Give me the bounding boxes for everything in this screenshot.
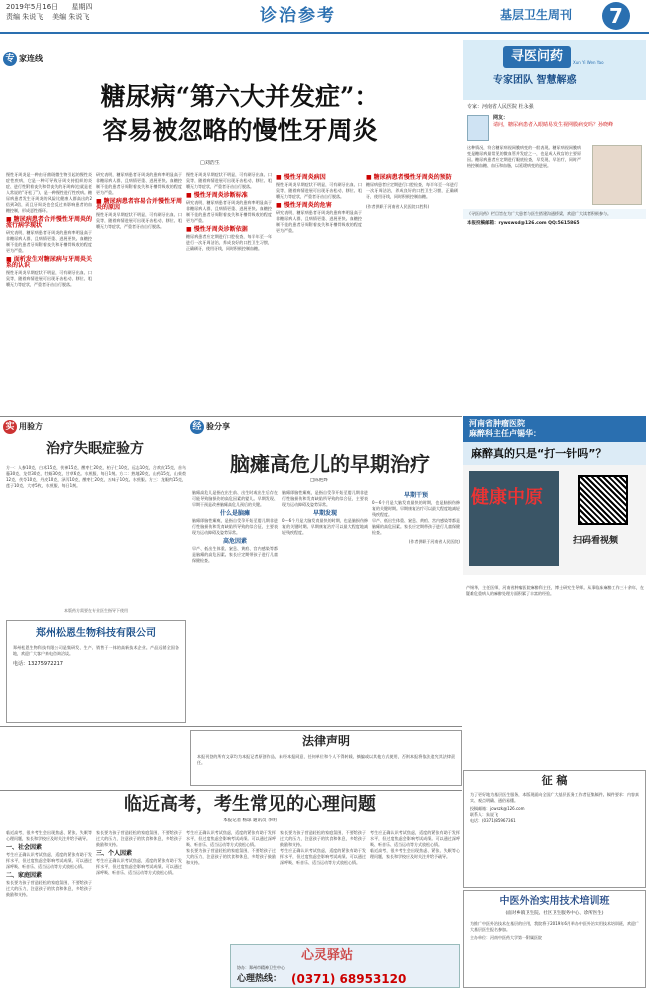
child-para-4: 脑瘫即脑性瘫痪，是指自受孕开始至婴儿期非进行性脑损伤和发育缺陷所导致的综合征，主要表现为运动障碍及姿势异常。 <box>282 490 368 507</box>
exam-para-9: 考生应正确认识考试焦虑，适度的紧张有助于发挥水平，但过度焦虑会影响考试成绩。可以通过深呼吸、听音乐、适当运动等方式放松心情。 <box>280 848 366 865</box>
exam-para-3: 家长要为孩子营造轻松的家庭氛围，不要给孩子过大的压力，注意孩子的饮食和休息，多给孩子鼓励和支持。 <box>6 880 92 897</box>
qa-host: 专家：河南省人民医院 杜永强 <box>467 104 534 110</box>
qa-slogan: 专家团队 智慧解惑 <box>493 75 577 86</box>
main-sub-2: ■ 面析发生对糖尿病与牙周炎关系的认识 <box>6 256 92 269</box>
hotline-name: 心灵驿站 <box>301 948 354 963</box>
legal-notice-title: 法律声明 <box>301 734 350 748</box>
header-meta <box>6 2 93 22</box>
main-col-5 <box>366 172 458 412</box>
child-sub-4: 早期干预 <box>403 492 428 499</box>
main-para-8: 糖尿病患者应定期进行口腔检查，每半年至一年进行一次牙周洁治，养成良好的口腔卫生习惯，正确刷牙，使用牙线，同时积极控制血糖。 <box>186 234 272 251</box>
main-para-5: 慢性牙周炎早期症状不明显，可有刷牙出血、口臭等，随着病情进展可出现牙齿松动、移位、咀嚼无力等症状，严重者牙齿自行脱落。 <box>96 212 182 229</box>
child-col-3 <box>372 490 460 720</box>
recruit-email: 投稿邮箱：jcwszk@126.com <box>470 806 525 812</box>
qa-netizen-label: 网友： <box>493 115 509 121</box>
main-byline: □刘浩生 <box>200 160 220 166</box>
qr-code-icon[interactable] <box>578 475 628 525</box>
qa-brand: 寻医问药 <box>503 46 571 68</box>
hospital-dept: 麻醉科主任卢锡华： <box>469 429 541 438</box>
company-ad <box>6 620 186 723</box>
main-para-3: 慢性牙周炎早期症状不明显，可有刷牙出血、口臭等，随着病情进展可出现牙齿松动、移位、咀嚼无力等症状，严重者牙齿自行脱落。 <box>6 270 92 287</box>
training-box <box>463 890 646 988</box>
exam-sub-1: 一、社会因素 <box>6 844 43 851</box>
child-note: (作者供职于河南省人民医院) <box>408 539 460 544</box>
main-sub-3: ■ 糖尿病患者容易合并慢性牙周炎的原因 <box>96 198 182 211</box>
child-sub-3: 早期发现 <box>312 510 337 517</box>
main-sub-8: ■ 糖尿病患者慢性牙周炎的预防 <box>366 174 452 181</box>
hotline-text: 心理热线： <box>237 974 283 984</box>
qa-contact: 本报投稿邮箱：rywswsd@126.com QQ:5615865 <box>467 221 580 226</box>
child-para-2: 脑瘫即脑性瘫痪，是指自受孕开始至婴儿期非进行性脑损伤和发育缺陷所导致的综合征，主要表现为运动障碍及姿势异常。 <box>192 518 278 535</box>
main-sub-1: ■ 糖尿病患者合并慢性牙周炎的流行病学现状 <box>6 216 92 229</box>
exam-intro: 临近高考，很多考生会出现焦虑、紧张、失眠等心理问题，家长和学校应及时关注并给予疏导。 <box>6 830 92 841</box>
child-para-3: 早产、低出生体重、窒息、黄疸、宫内感染等都是脑瘫的高危因素。家长应定期带孩子进行儿童保健检查。 <box>192 546 278 563</box>
insomnia-body: 方一：人参10克，白术15克，茯神15克，酸枣仁20克，柏子仁10克，远志10克，合欢皮15克，首乌藤30克，龙骨30克，牡蛎30克，甘草6克。水煎服，每日1剂。方二：熟地20克，山药15克，山茱萸12克，茯苓10克，丹皮10克，泽泻10克，酸枣仁20克，五味子10克。水煎服。方三：龙眼肉15克，莲子10克，大枣5枚，水煎服，每日1剂。 <box>6 465 186 488</box>
exam-sub-2: 二、家庭因素 <box>6 872 43 879</box>
main-para-10: 研究表明，糖尿病患者牙周炎的患病率明显高于非糖尿病人群，且病情更重、进展更快。血糖控制不佳的患者牙周附着丧失和牙槽骨吸收的程度更为严重。 <box>276 210 362 233</box>
exam-para-8: 家长要为孩子营造轻松的家庭氛围，不要给孩子过大的压力，注意孩子的饮食和休息，多给孩子鼓励和支持。 <box>280 830 366 847</box>
qa-answer: 这种情况，符合糖尿病视网膜病变的一般表现。糖尿病视网膜病变是糖尿病最常见的微血管并发症之一，也是成人致盲的主要原因。糖尿病患者应定期进行眼底检查，早发现、早治疗，同时严格控制血糖、血压和血脂，以延缓病变的进展。 <box>467 145 581 168</box>
page-header <box>0 0 649 34</box>
exam-para-10: 考生应正确认识考试焦虑，适度的紧张有助于发挥水平，但过度焦虑会影响考试成绩。可以通过深呼吸、听音乐、适当运动等方式放松心情。 <box>370 830 460 847</box>
hospital-feature <box>463 416 646 581</box>
practical-tag <box>3 420 43 434</box>
recruit-title: 征 稿 <box>541 774 568 787</box>
legal-notice-body: 本报刊登的所有文章均为本报记者原创作品，未经本报同意，任何单位和个人不得转载、摘编或以其他方式使用，否则本报将依法追究其法律责任。 <box>197 753 455 765</box>
exam-sub-3: 三、个人因素 <box>96 850 133 857</box>
hotline-banner <box>230 944 460 988</box>
main-col-3 <box>186 172 272 412</box>
child-para-7: 早产、低出生体重、窒息、黄疸、宫内感染等都是脑瘫的高危因素。家长应定期带孩子进行儿童保健检查。 <box>372 518 460 535</box>
qa-note: 《寻医问药》栏目旨在为广大患者与医生搭建沟通桥梁，欢迎广大读者积极参与。 <box>463 209 646 219</box>
hotline-org: 协办：郑州市精神卫生中心 <box>237 965 285 970</box>
expert-photo <box>592 145 642 205</box>
headline-line1: 糖尿病“第六大并发症”： <box>100 82 380 111</box>
exam-para-5: 考生应正确认识考试焦虑，适度的紧张有助于发挥水平，但过度焦虑会影响考试成绩。可以通过深呼吸、听音乐、适当运动等方式放松心情。 <box>96 858 182 875</box>
hospital-intro: 卢锡华，主任医师，河南省肿瘤医院麻醉科主任，博士研究生导师。从事临床麻醉工作三十余年，在疑难危重病人的麻醉处理方面积累了丰富的经验。 <box>466 585 644 596</box>
training-body: 为推广中医外治技术在基层的应用，我院将于2019年6月举办中医外治实用技术培训班，欢迎广大基层医生报名参加。 <box>470 921 639 933</box>
ad-phone: 电话：13275972217 <box>13 661 63 667</box>
hospital-slogan: 健康中原 <box>471 487 543 509</box>
main-para-2: 研究表明，糖尿病患者牙周炎的患病率明显高于非糖尿病人群，且病情更重、进展更快。血糖控制不佳的患者牙周附着丧失和牙槽骨吸收的程度更为严重。 <box>6 230 92 253</box>
child-col-2 <box>282 490 368 720</box>
recruit-tel: 电话：(0371)85967361 <box>470 818 516 824</box>
scan-label: 扫码看视频 <box>573 536 619 547</box>
exam-col-1 <box>6 830 92 990</box>
exam-title: 临近高考，考生常见的心理问题 <box>124 794 376 815</box>
child-para-5: 0～6个月是大脑发育最快的时期，也是脑损伤修复的关键时期。早期康复治疗可以最大程度地减轻残疾程度。 <box>282 518 368 535</box>
qa-question-block <box>493 115 613 141</box>
exam-para-11: 临近高考，很多考生会出现焦虑、紧张、失眠等心理问题，家长和学校应及时关注并给予疏导。 <box>370 848 460 859</box>
training-subtitle: (面对乡镇卫生院、社区卫生服务中心、诊所医生) <box>505 911 604 916</box>
main-col-1 <box>6 172 92 412</box>
practical-tag-icon: 实 <box>3 420 17 434</box>
page-number: 7 <box>602 2 630 30</box>
designer: 美编 朱说飞 <box>52 13 90 21</box>
main-headline <box>20 80 460 160</box>
main-col-4 <box>276 172 362 412</box>
child-col-1 <box>192 490 278 720</box>
hotline-phone: (0371) 68953120 <box>291 972 407 986</box>
recruit-body: 为了更好地为基层医生服务，本版现面向全国广大基层医务工作者征集稿件。稿件要求：内容真实、观点明确、通俗易懂。 <box>470 792 639 804</box>
exam-col-2 <box>96 830 182 990</box>
main-para-11: 糖尿病患者应定期进行口腔检查，每半年至一年进行一次牙周洁治，养成良好的口腔卫生习惯，正确刷牙，使用牙线，同时积极控制血糖。 <box>366 182 458 199</box>
issue-date: 2019年5月16日 <box>6 3 59 11</box>
netizen-avatar <box>467 115 489 141</box>
experience-tag-icon: 经 <box>190 420 204 434</box>
child-para-6: 0～6个月是大脑发育最快的时期，也是脑损伤修复的关键时期。早期康复治疗可以最大程度地减轻残疾程度。 <box>372 500 460 517</box>
hospital-header <box>463 416 646 442</box>
exam-para-6: 考生应正确认识考试焦虑，适度的紧张有助于发挥水平，但过度焦虑会影响考试成绩。可以通过深呼吸、听音乐、适当运动等方式放松心情。 <box>186 830 276 847</box>
ad-body: 郑州松恩生物科技有限公司是集研发、生产、销售于一体的高新技术企业。产品远销全国各地，欢迎广大客户来电咨询洽谈。 <box>13 645 179 656</box>
hospital-title: 麻醉真的只是“打一针吗”？ <box>463 442 646 465</box>
ad-company-name: 郑州松恩生物科技有限公司 <box>36 628 156 639</box>
child-sub-1: 什么是脑瘫 <box>219 510 250 517</box>
child-sub-2: 高危因素 <box>222 538 247 545</box>
main-para-9: 慢性牙周炎早期症状不明显，可有刷牙出血、口臭等，随着病情进展可出现牙齿松动、移位、咀嚼无力等症状，严重者牙齿自行脱落。 <box>276 182 362 199</box>
exam-para-4: 家长要为孩子营造轻松的家庭氛围，不要给孩子过大的压力，注意孩子的饮食和休息，多给孩子鼓励和支持。 <box>96 830 182 847</box>
experience-tag <box>190 420 230 434</box>
expert-tag-icon: 专 <box>3 52 17 66</box>
exam-col-5 <box>370 830 460 942</box>
qa-question: 请问，糖尿病患者入眼睛易发生视网膜病变吗？孙晓峰 <box>493 122 614 128</box>
insomnia-note: 本版药方需要在专业医生指导下使用 <box>64 608 128 613</box>
main-sub-6: ■ 慢性牙周炎病因 <box>276 174 326 181</box>
exam-para-7: 家长要为孩子营造轻松的家庭氛围，不要给孩子过大的压力，注意孩子的饮食和休息，多给孩子鼓励和支持。 <box>186 848 276 865</box>
headline-line2: 容易被忽略的慢性牙周炎 <box>102 116 378 145</box>
training-host: 主办单位：河南中医药大学第一附属医院 <box>470 935 542 941</box>
editor: 责编 朱说飞 <box>6 13 44 21</box>
exam-para-2: 考生应正确认识考试焦虑，适度的紧张有助于发挥水平，但过度焦虑会影响考试成绩。可以通过深呼吸、听音乐、适当运动等方式放松心情。 <box>6 852 92 869</box>
publication-name: 基层卫生周刊 <box>500 8 573 22</box>
main-para-6: 慢性牙周炎早期症状不明显，可有刷牙出血、口臭等，随着病情进展可出现牙齿松动、移位、咀嚼无力等症状，严重者牙齿自行脱落。 <box>186 172 272 189</box>
recruit-box <box>463 770 646 888</box>
expert-tag-label: 家连线 <box>19 54 43 64</box>
child-byline: □陈艳烨 <box>310 478 328 483</box>
practical-tag-label: 用验方 <box>19 422 43 432</box>
qa-column <box>463 40 646 370</box>
main-para-7: 研究表明，糖尿病患者牙周炎的患病率明显高于非糖尿病人群，且病情更重、进展更快。血糖控制不佳的患者牙周附着丧失和牙槽骨吸收的程度更为严重。 <box>186 200 272 223</box>
legal-notice <box>190 730 462 786</box>
insomnia-title: 治疗失眠症验方 <box>46 441 144 457</box>
hospital-video-area <box>463 465 646 575</box>
main-intro: 慢性牙周炎是一种由牙菌斑微生物引起的慢性炎症性疾病，它是一种可导致牙周支持组织的炎症、进行性附着丧失和骨丧失的牙周病(也就是老人常说的“牙松了”)，是一种慢性进行性疾病。糖尿病患者发生牙周炎的风险比健康人群高出约2倍到3倍，而且牙周炎也会反过来影响患者的血糖控制，形成恶性循环。 <box>6 172 92 213</box>
exam-col-4 <box>280 830 366 942</box>
main-para-4: 研究表明，糖尿病患者牙周炎的患病率明显高于非糖尿病人群，且病情更重、进展更快。血糖控制不佳的患者牙周附着丧失和牙槽骨吸收的程度更为严重。 <box>96 172 182 195</box>
weekday: 星期四 <box>71 3 93 11</box>
main-col-2 <box>96 172 182 412</box>
main-author-note: (作者供职于河南省人民医院口腔科) <box>366 204 430 209</box>
section-title: 诊治参考 <box>260 6 336 26</box>
qa-banner <box>463 40 646 100</box>
main-sub-7: ■ 慢性牙周炎的危害 <box>276 202 332 209</box>
child-intro: 脑瘫高危儿是指在出生前、出生时或出生后存在可能导致脑损伤的高危因素的婴儿。早期发现、早期干预是改善脑瘫高危儿预后的关键。 <box>192 490 278 507</box>
experience-tag-label: 验分享 <box>206 422 230 432</box>
recruit-contact: 联系人：朱说飞 <box>470 812 498 818</box>
expert-hotline-tag <box>3 52 43 66</box>
child-title: 脑瘫高危儿的早期治疗 <box>230 452 430 476</box>
training-title: 中医外治实用技术培训班 <box>499 896 610 907</box>
hospital-name: 河南省肿瘤医院 <box>469 419 525 428</box>
qa-question-row <box>463 115 646 141</box>
qa-brand-en: Xun Yi Wen Yao <box>573 60 604 65</box>
main-sub-4: ■ 慢性牙周炎诊断标准 <box>186 192 248 199</box>
exam-byline: 本报记者 杨琼 通讯员 李明 <box>223 818 277 823</box>
main-sub-5: ■ 慢性牙周炎诊断依据 <box>186 226 248 233</box>
